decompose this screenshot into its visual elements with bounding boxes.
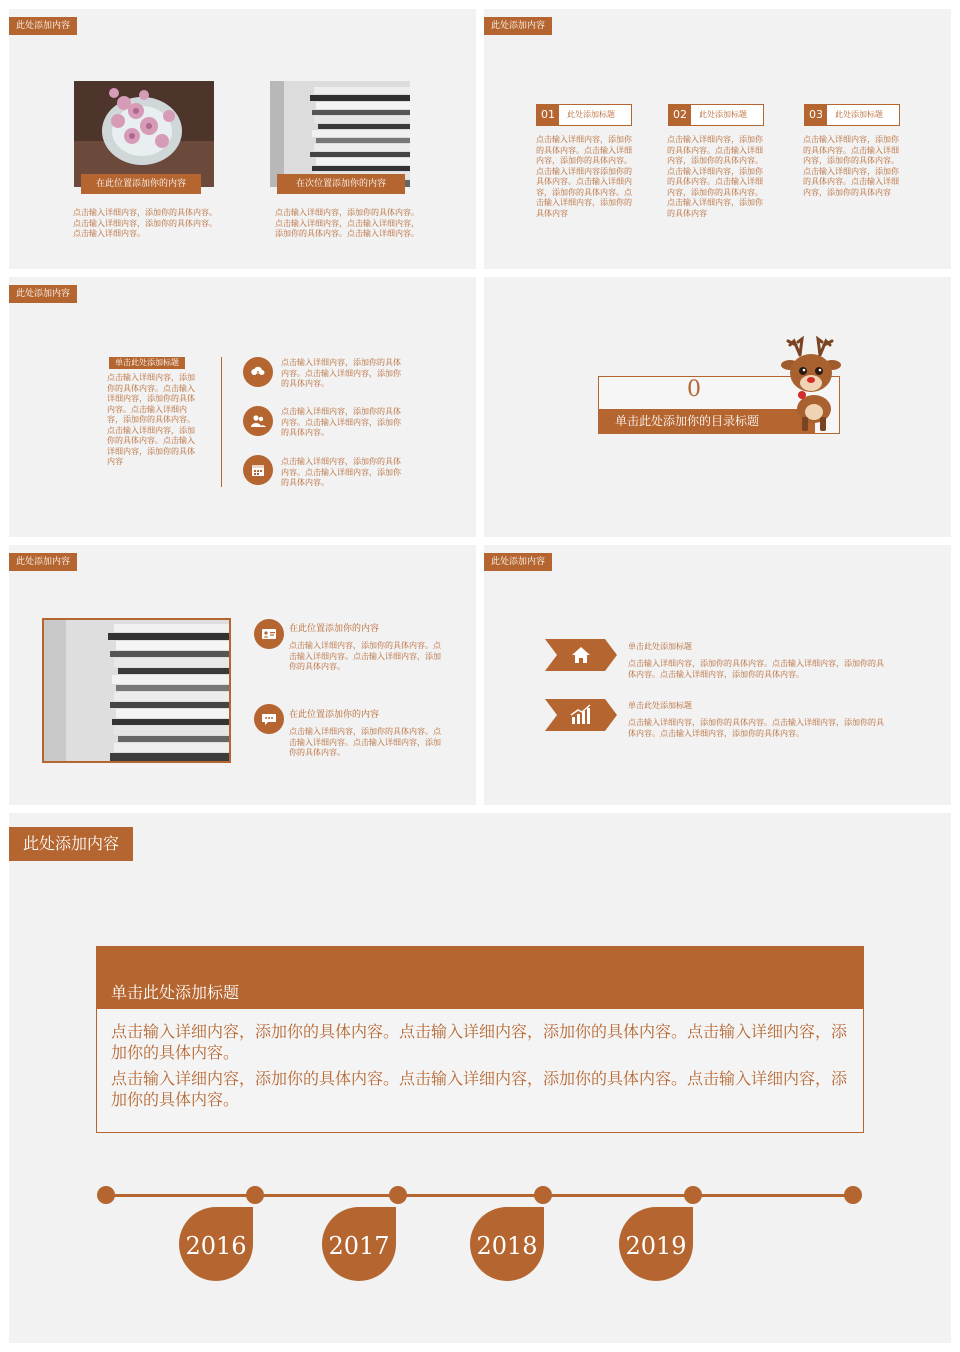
slide-icon-list	[9, 277, 476, 537]
item2-text: 点击输入详细内容，添加你的具体内容。点击输入详细内容，添加你的具体内容。点击输入详细内容，添加你的具体内容。	[628, 718, 884, 738]
content-box	[96, 946, 864, 1133]
cloud-download-icon	[243, 357, 273, 387]
books-photo	[270, 81, 410, 187]
item-number: 02	[669, 105, 691, 125]
bar-chart-arrow-badge	[545, 699, 617, 731]
home-arrow-badge	[545, 639, 617, 671]
deer-illustration	[780, 335, 846, 435]
slide-numbered-columns	[484, 9, 951, 269]
timeline-dot	[97, 1186, 115, 1204]
item-03-header	[804, 104, 900, 126]
row2-text: 点击输入详细内容，添加你的具体内容。点击输入详细内容，添加你的具体内容。	[281, 407, 401, 437]
item2-text: 点击输入详细内容，添加你的具体内容。点击输入详细内容。点击输入详细内容，添加你的具体内容。	[289, 727, 441, 757]
timeline-dot	[389, 1186, 407, 1204]
item-title: 此处添加标题	[567, 110, 615, 119]
id-card-icon	[254, 619, 284, 649]
year-label: 2019	[625, 1232, 687, 1260]
year-label: 2017	[328, 1232, 390, 1260]
item1-text: 点击输入详细内容，添加你的具体内容。点击输入详细内容，添加你的具体内容。点击输入详细内容，添加你的具体内容。	[628, 659, 884, 679]
slide-section-title	[484, 277, 951, 537]
left-title: 单击此处添加标题	[109, 357, 185, 369]
content-para-1: 点击输入详细内容，添加你的具体内容。点击输入详细内容，添加你的具体内容。点击输入详细内容，添加你的具体内容。	[111, 1022, 848, 1062]
slide-photo-list	[9, 545, 476, 805]
card1-caption-bar: 在此位置添加你的内容	[81, 174, 201, 194]
item-03-text: 点击输入详细内容，添加你的具体内容。点击输入详细内容，添加你的具体内容。点击输入详细内容，添加你的具体内容。点击输入详细内容，添加你的具体内容	[803, 135, 899, 197]
slide-tag: 此处添加内容	[9, 285, 77, 303]
item-number: 03	[805, 105, 827, 125]
slide-tag: 此处添加内容	[484, 17, 552, 35]
slide-photo-cards	[9, 9, 476, 269]
item2-title: 在此位置添加你的内容	[289, 710, 380, 720]
item1-title: 单击此处添加标题	[628, 642, 692, 651]
item-title: 此处添加标题	[835, 110, 883, 119]
item-02-header	[668, 104, 764, 126]
item2-title: 单击此处添加标题	[628, 701, 692, 710]
slide-tag: 此处添加内容	[9, 17, 77, 35]
item-01-header	[536, 104, 632, 126]
timeline-dot	[246, 1186, 264, 1204]
timeline-line	[106, 1194, 854, 1197]
item-01-text: 点击输入详细内容，添加你的具体内容。点击输入详细内容，添加你的具体内容。点击输入详细内容添加你的具体内容。点击输入详细内容，添加你的具体内容。点击输入详细内容，添加你的具体内容	[536, 135, 632, 218]
card2-caption-bar: 在次位置添加你的内容	[277, 174, 405, 194]
content-para-2: 点击输入详细内容，添加你的具体内容。点击输入详细内容，添加你的具体内容。点击输入详细内容，添加你的具体内容。	[111, 1069, 848, 1109]
users-icon	[243, 406, 273, 436]
slide-tag-large: 此处添加内容	[9, 827, 133, 861]
year-2017-badge	[322, 1207, 396, 1281]
year-2019-badge	[619, 1207, 693, 1281]
card2-text: 点击输入详细内容，添加你的具体内容。点击输入详细内容，点击输入详细内容，添加你的具体内容。点击输入详细内容。	[275, 208, 419, 238]
row1-text: 点击输入详细内容，添加你的具体内容。点击输入详细内容，添加你的具体内容。	[281, 358, 401, 388]
slide-tag: 此处添加内容	[484, 553, 552, 571]
year-2018-badge	[470, 1207, 544, 1281]
slide-tag: 此处添加内容	[9, 553, 77, 571]
timeline-dot	[684, 1186, 702, 1204]
flower-photo	[74, 81, 214, 187]
item-title: 此处添加标题	[699, 110, 747, 119]
section-title-bar: 单击此处添加你的目录标题	[599, 409, 815, 433]
row3-text: 点击输入详细内容，添加你的具体内容。点击输入详细内容，添加你的具体内容。	[281, 457, 401, 487]
content-box-title: 单击此处添加标题	[111, 983, 240, 1002]
slide-arrow-list	[484, 545, 951, 805]
books-photo-large	[42, 618, 231, 763]
year-2016-badge	[179, 1207, 253, 1281]
chat-icon	[254, 704, 284, 734]
item-number: 01	[537, 105, 559, 125]
section-number: 0	[687, 377, 701, 402]
item1-title: 在此位置添加你的内容	[289, 624, 380, 634]
item-02-text: 点击输入详细内容，添加你的具体内容。点击输入详细内容，添加你的具体内容。点击输入详细内容，添加你的具体内容。点击输入详细内容，添加你的具体内容。点击输入详细内容，添加你的具体内容	[667, 135, 763, 218]
item1-text: 点击输入详细内容，添加你的具体内容。点击输入详细内容。点击输入详细内容，添加你的具体内容。	[289, 641, 441, 671]
year-label: 2016	[185, 1232, 247, 1260]
timeline-dot	[534, 1186, 552, 1204]
calendar-icon	[243, 455, 273, 485]
card1-text: 点击输入详细内容，添加你的具体内容。点击输入详细内容，添加你的具体内容。点击输入详细内容。	[73, 208, 217, 238]
year-label: 2018	[476, 1232, 538, 1260]
left-text: 点击输入详细内容，添加你的具体内容。点击输入详细内容，添加你的具体内容。点击输入详细内容，添加你的具体内容。点击输入详细内容，添加你的具体内容。点击输入详细内容，添加你的具体内容	[107, 373, 195, 466]
timeline-dot	[844, 1186, 862, 1204]
slide-timeline	[9, 813, 951, 1343]
vertical-divider	[221, 357, 222, 487]
